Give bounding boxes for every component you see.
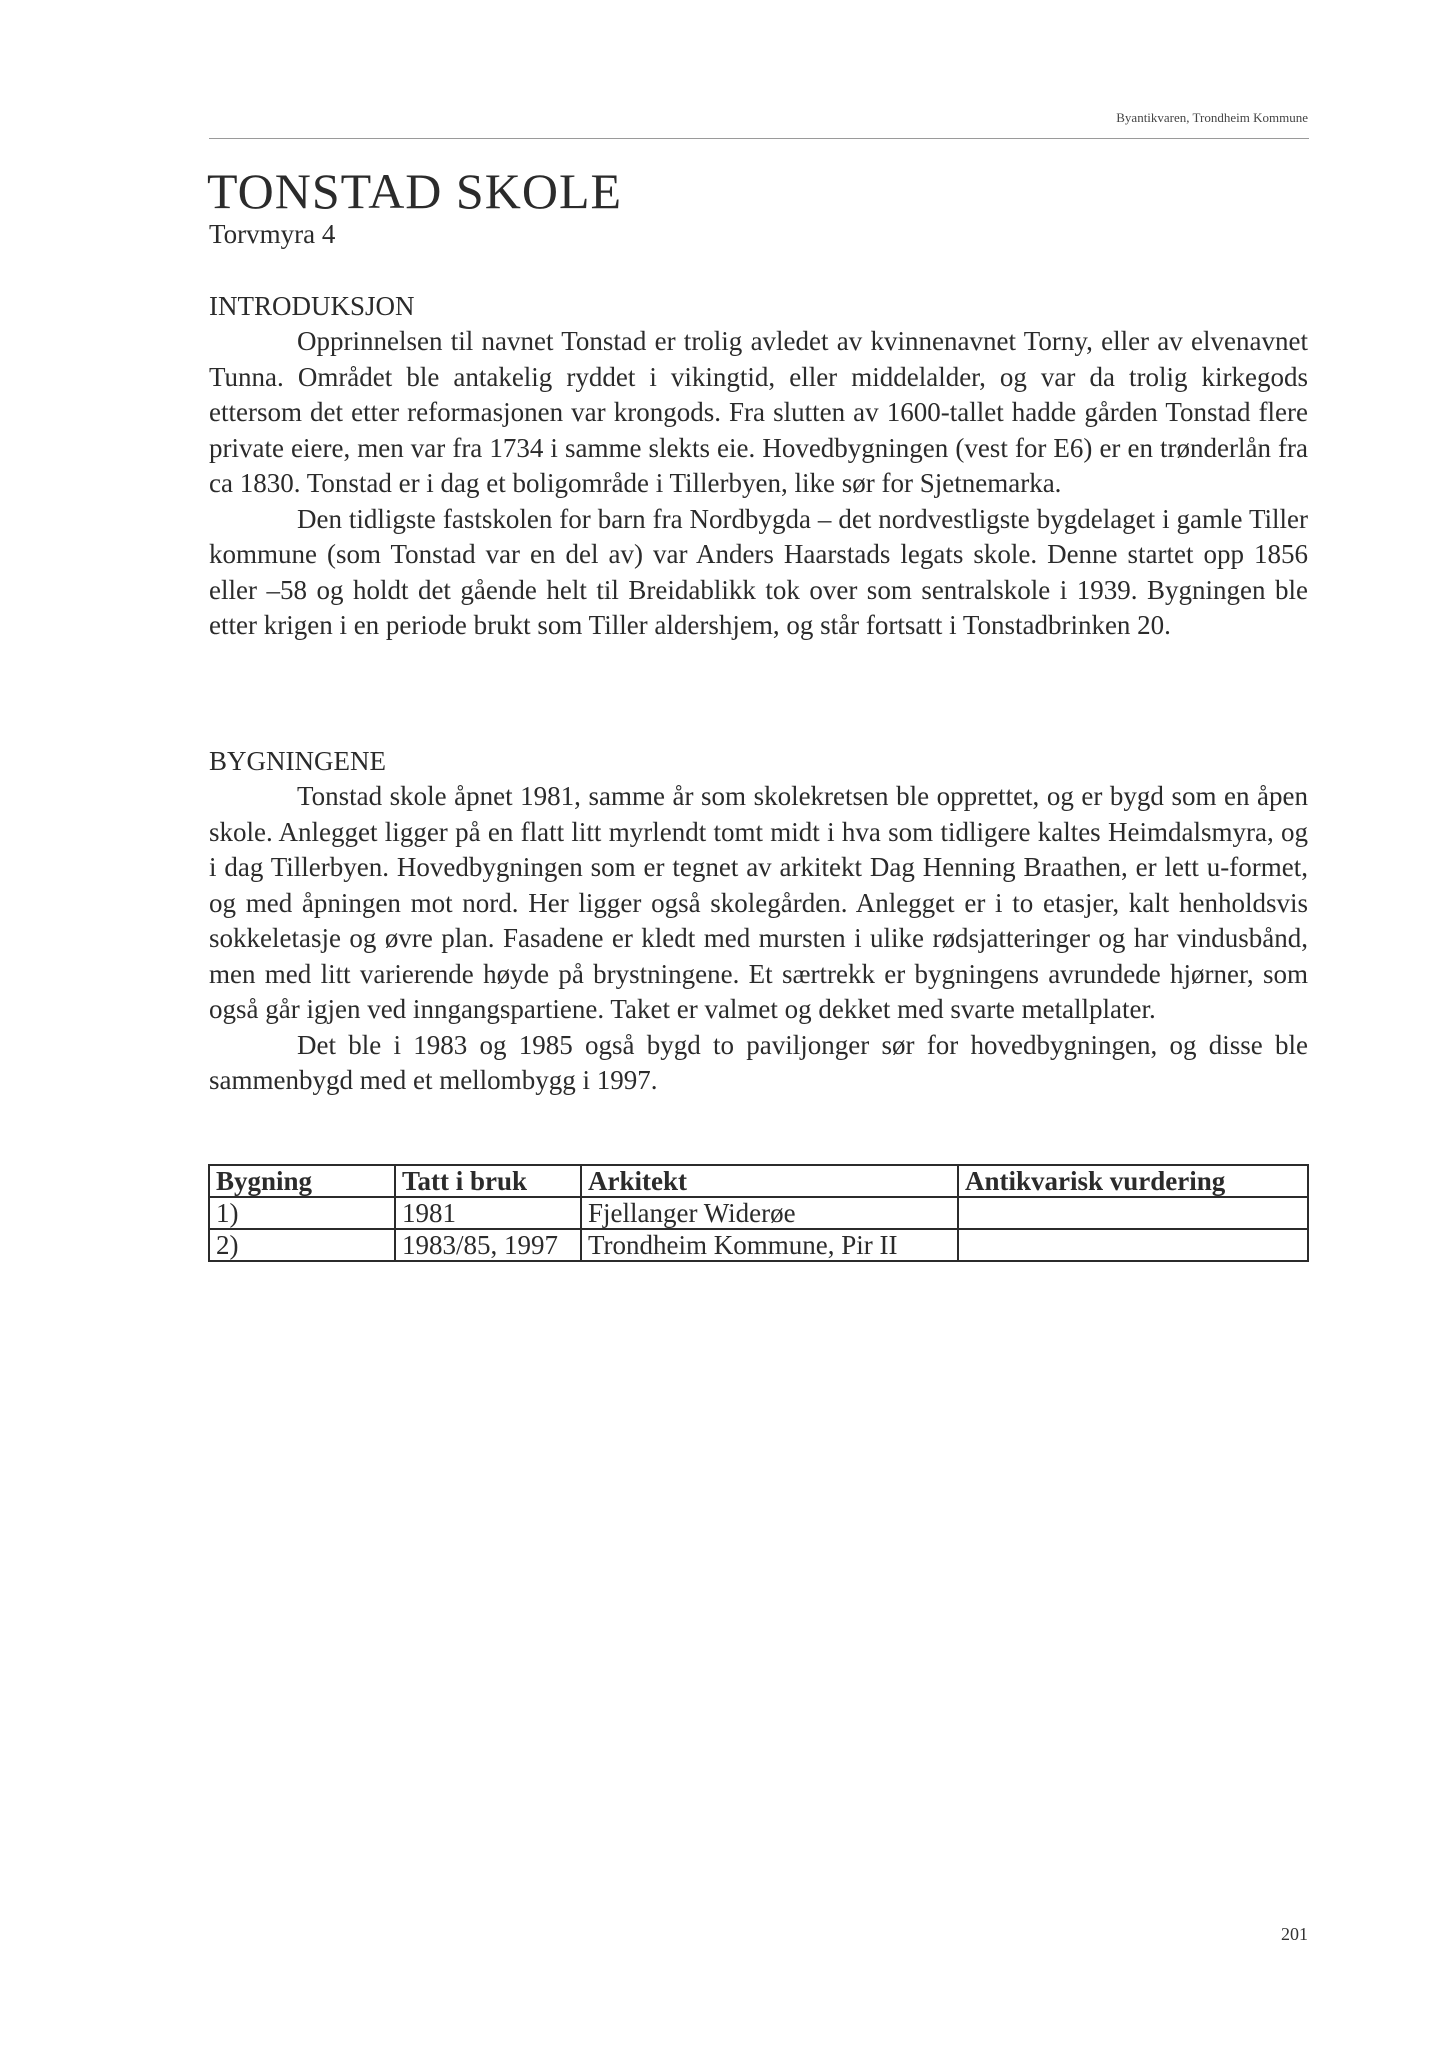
table-header-cell: Antikvarisk vurdering <box>958 1165 1308 1197</box>
buildings-table <box>208 1164 1309 1262</box>
page-title: TONSTAD SKOLE <box>207 163 623 219</box>
table-header-row <box>209 1165 1308 1197</box>
table-cell <box>958 1197 1308 1229</box>
section-introduksjon <box>209 288 1308 644</box>
paragraph: Det ble i 1983 og 1985 også bygd to paviljonger sør for hovedbygningen, og disse ble sammenbygd med et mellombygg i 1997. <box>209 1029 1308 1095</box>
table-header-cell: Tatt i bruk <box>395 1165 581 1197</box>
table-cell: 1) <box>209 1197 395 1229</box>
section-heading: INTRODUKSJON <box>209 291 415 321</box>
page-subtitle: Torvmyra 4 <box>209 219 336 249</box>
table-cell: 1981 <box>395 1197 581 1229</box>
table-row <box>209 1229 1308 1261</box>
table-cell: Fjellanger Widerøe <box>581 1197 958 1229</box>
paragraph: Tonstad skole åpnet 1981, samme år som skolekretsen ble opprettet, og er bygd som en åpen skole. Anlegget ligger på en flatt litt myrlendt tomt midt i hva som tidligere kaltes Heimdalsmyra, og i dag Tillerbyen. Hovedbygningen som er tegnet av arkitekt Dag Henning Braathen, er lett u-formet, og med åpningen mot nord. Her ligger også skolegården. Anlegget er i to etasjer, kalt henholdsvis sokkeletasje og øvre plan. Fasadene er kledt med mursten i ulike rødsjatteringer og har vindusbånd, men med litt varierende høyde på brystningene. Et særtrekk er bygningens avrundede hjørner, som også går igjen ved inngangspartiene. Taket er valmet og dekket med svarte metallplater. <box>209 781 1308 1024</box>
page-number: 201 <box>1281 1924 1308 1944</box>
section-heading: BYGNINGENE <box>209 746 386 776</box>
table-header-cell: Arkitekt <box>581 1165 958 1197</box>
table-row <box>209 1197 1308 1229</box>
header-source: Byantikvaren, Trondheim Kommune <box>1116 110 1308 125</box>
table-cell: 1983/85, 1997 <box>395 1229 581 1261</box>
table-header-cell: Bygning <box>209 1165 395 1197</box>
table-cell <box>958 1229 1308 1261</box>
header-divider <box>209 138 1309 139</box>
paragraph: Opprinnelsen til navnet Tonstad er trolig avledet av kvinnenavnet Torny, eller av elvenavnet Tunna. Området ble antakelig ryddet i vikingtid, eller middelalder, og var da trolig kirkegods ettersom det etter reformasjonen var krongods. Fra slutten av 1600-tallet hadde gården Tonstad flere private eiere, men var fra 1734 i samme slekts eie. Hovedbygningen (vest for E6) er en trønderlån fra ca 1830. Tonstad er i dag et boligområde i Tillerbyen, like sør for Sjetnemarka. <box>209 326 1308 498</box>
table-cell: 2) <box>209 1229 395 1261</box>
table-cell: Trondheim Kommune, Pir II <box>581 1229 958 1261</box>
paragraph: Den tidligste fastskolen for barn fra Nordbygda – det nordvestligste bygdelaget i gamle Tiller kommune (som Tonstad var en del av) var Anders Haarstads legats skole. Denne startet opp 1856 eller –58 og holdt det gående helt til Breidablikk tok over som sentralskole i 1939. Bygningen ble etter krigen i en periode brukt som Tiller aldershjem, og står fortsatt i Tonstadbrinken 20. <box>209 503 1308 640</box>
section-bygningene <box>209 743 1308 1099</box>
